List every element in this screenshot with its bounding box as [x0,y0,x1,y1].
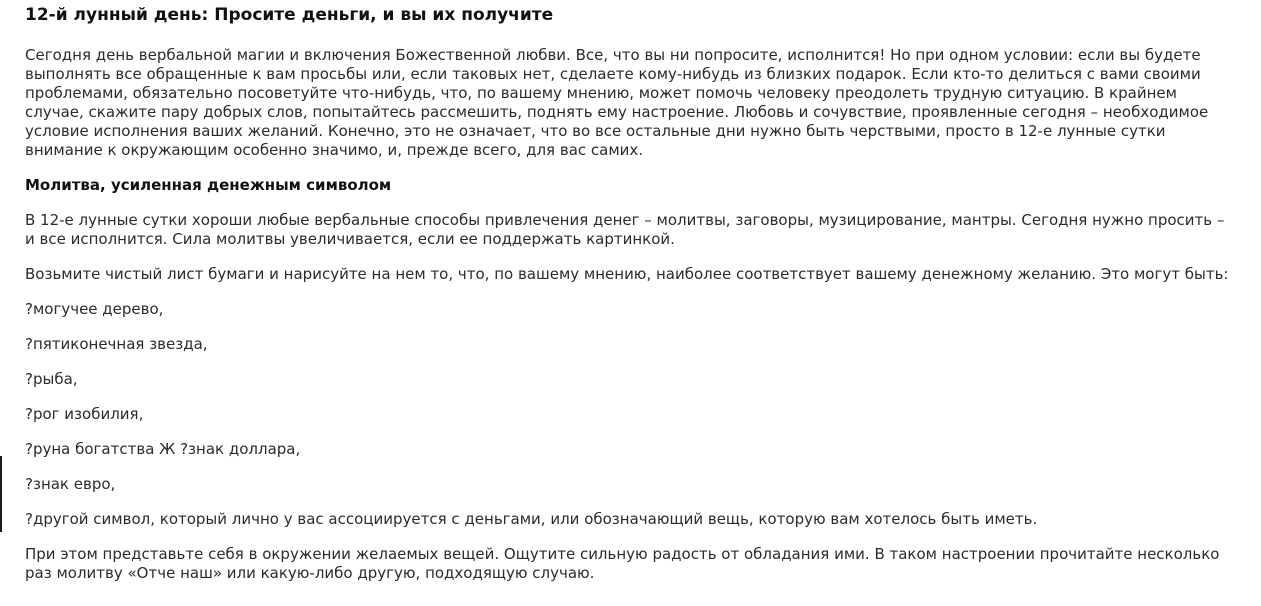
list-item: ?могучее дерево, [25,300,164,318]
article [25,0,1237,583]
list-item: ?другой символ, который лично у вас ассоциируется с деньгами, или обозначающий вещь, которую вам хотелось быть иметь. [25,510,1038,528]
list-item: ?руна богатства Ж ?знак доллара, [25,440,301,458]
list-item: ?рыба, [25,370,78,388]
paragraph-closing: При этом представьте себя в окружении желаемых вещей. Ощутите сильную радость от обладания ими. В таком настроении прочитайте несколько раз молитву «Отче наш» или какую-либо другую, подходящую случаю. [25,545,1220,582]
intro-paragraph: Сегодня день вербальной магии и включения Божественной любви. Все, что вы ни попросите, исполнится! Но при одном условии: если вы будете выполнять все обращенные к вам просьбы или, если таковых нет, сделаете кому-нибудь из близких подарок. Если кто-то делиться с вами своими проблемами, обязательно посоветуйте что-нибудь, что, по вашему мнению, может помочь человеку преодолеть трудную ситуацию. В крайнем случае, скажите пару добрых слов, попытайтесь рассмешить, поднять ему настроение. Любовь и сочувствие, проявленные сегодня – необходимое условие исполнения ваших желаний. Конечно, это не означает, что во все остальные дни нужно быть черствыми, просто в 12-е лунные сутки внимание к окружающим особенно значимо, и, прежде всего, для вас самих. [25,46,1209,159]
paragraph-verbal-methods: В 12-е лунные сутки хороши любые вербальные способы привлечения денег – молитвы, заговоры, музицирование, мантры. Сегодня нужно просить – и все исполнится. Сила молитвы увеличивается, если ее поддержать картинкой. [25,211,1225,248]
list-item: ?рог изобилия, [25,405,144,423]
paragraph-instructions: Возьмите чистый лист бумаги и нарисуйте на нем то, что, по вашему мнению, наиболее соответствует вашему денежному желанию. Это могут быть: [25,265,1229,283]
list-item: ?пятиконечная звезда, [25,335,208,353]
section-heading: Молитва, усиленная денежным символом [25,176,392,194]
list-item: ?знак евро, [25,475,116,493]
left-edge-marker [0,456,2,532]
symbol-list [25,300,1237,529]
article-title: 12-й лунный день: Просите деньги, и вы их получите [25,5,554,25]
